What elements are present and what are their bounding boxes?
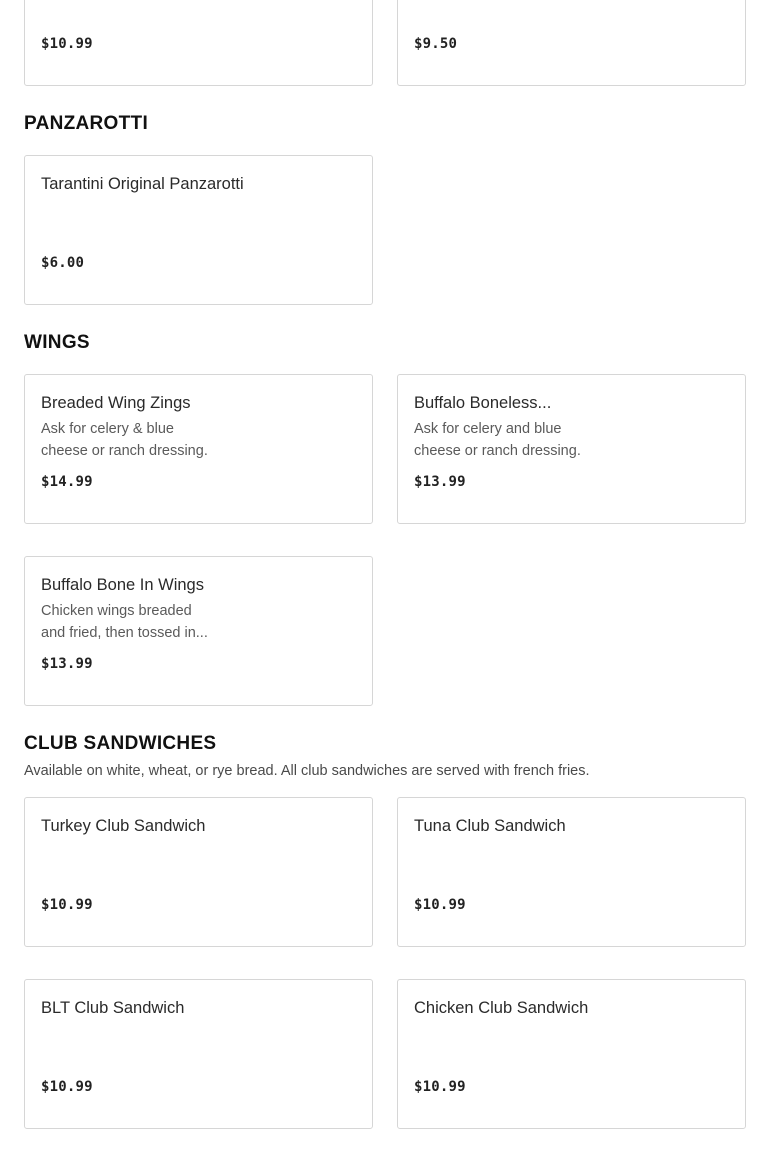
menu-item-card[interactable]	[24, 155, 373, 305]
item-price: $10.99	[41, 897, 93, 913]
item-name: Breaded Wing Zings	[41, 394, 191, 412]
menu-grid	[24, 155, 746, 305]
item-price: $13.99	[41, 656, 93, 672]
menu-item-card[interactable]	[397, 374, 746, 524]
item-description: Ask for celery and blue cheese or ranch dressing.	[414, 421, 581, 459]
menu-item-card[interactable]	[24, 0, 373, 86]
item-price: $9.50	[414, 36, 458, 52]
item-name: Tarantini Original Panzarotti	[41, 175, 244, 193]
item-price: $10.99	[414, 1079, 466, 1095]
item-name: Buffalo Bone In Wings	[41, 576, 204, 594]
menu-item-card[interactable]	[397, 979, 746, 1129]
item-name: Buffalo Boneless...	[414, 394, 552, 412]
item-price: $10.99	[41, 1079, 93, 1095]
menu-item-card[interactable]	[397, 0, 746, 86]
item-price: $14.99	[41, 474, 93, 490]
item-description: Ask for celery & blue cheese or ranch dressing.	[41, 421, 208, 459]
menu-section-top	[0, 0, 770, 86]
menu-item-card[interactable]	[24, 797, 373, 947]
section-title: WINGS	[24, 332, 90, 353]
section-description: Available on white, wheat, or rye bread. All club sandwiches are served with french fries.	[24, 763, 590, 779]
menu-item-card[interactable]	[397, 797, 746, 947]
item-name: Tuna Club Sandwich	[414, 817, 566, 835]
menu-item-card[interactable]	[24, 979, 373, 1129]
menu-section-panzarotti	[0, 113, 770, 305]
item-name: Chicken Club Sandwich	[414, 999, 589, 1017]
item-price: $6.00	[41, 255, 85, 271]
menu-section-club-sandwiches	[0, 733, 770, 1129]
menu-item-card[interactable]	[24, 374, 373, 524]
item-description: Chicken wings breaded and fried, then tossed in...	[41, 603, 208, 641]
section-title: PANZAROTTI	[24, 113, 149, 134]
item-name: BLT Club Sandwich	[41, 999, 185, 1017]
menu-item-card[interactable]	[24, 556, 373, 706]
item-price: $10.99	[41, 36, 93, 52]
item-description	[414, 0, 714, 2]
menu-grid	[24, 797, 746, 1129]
item-price: $10.99	[414, 897, 466, 913]
item-name: Turkey Club Sandwich	[41, 817, 206, 835]
menu-grid	[24, 0, 746, 86]
item-price: $13.99	[414, 474, 466, 490]
section-title: CLUB SANDWICHES	[24, 733, 217, 754]
menu-section-wings	[0, 332, 770, 706]
menu-grid	[24, 374, 746, 706]
